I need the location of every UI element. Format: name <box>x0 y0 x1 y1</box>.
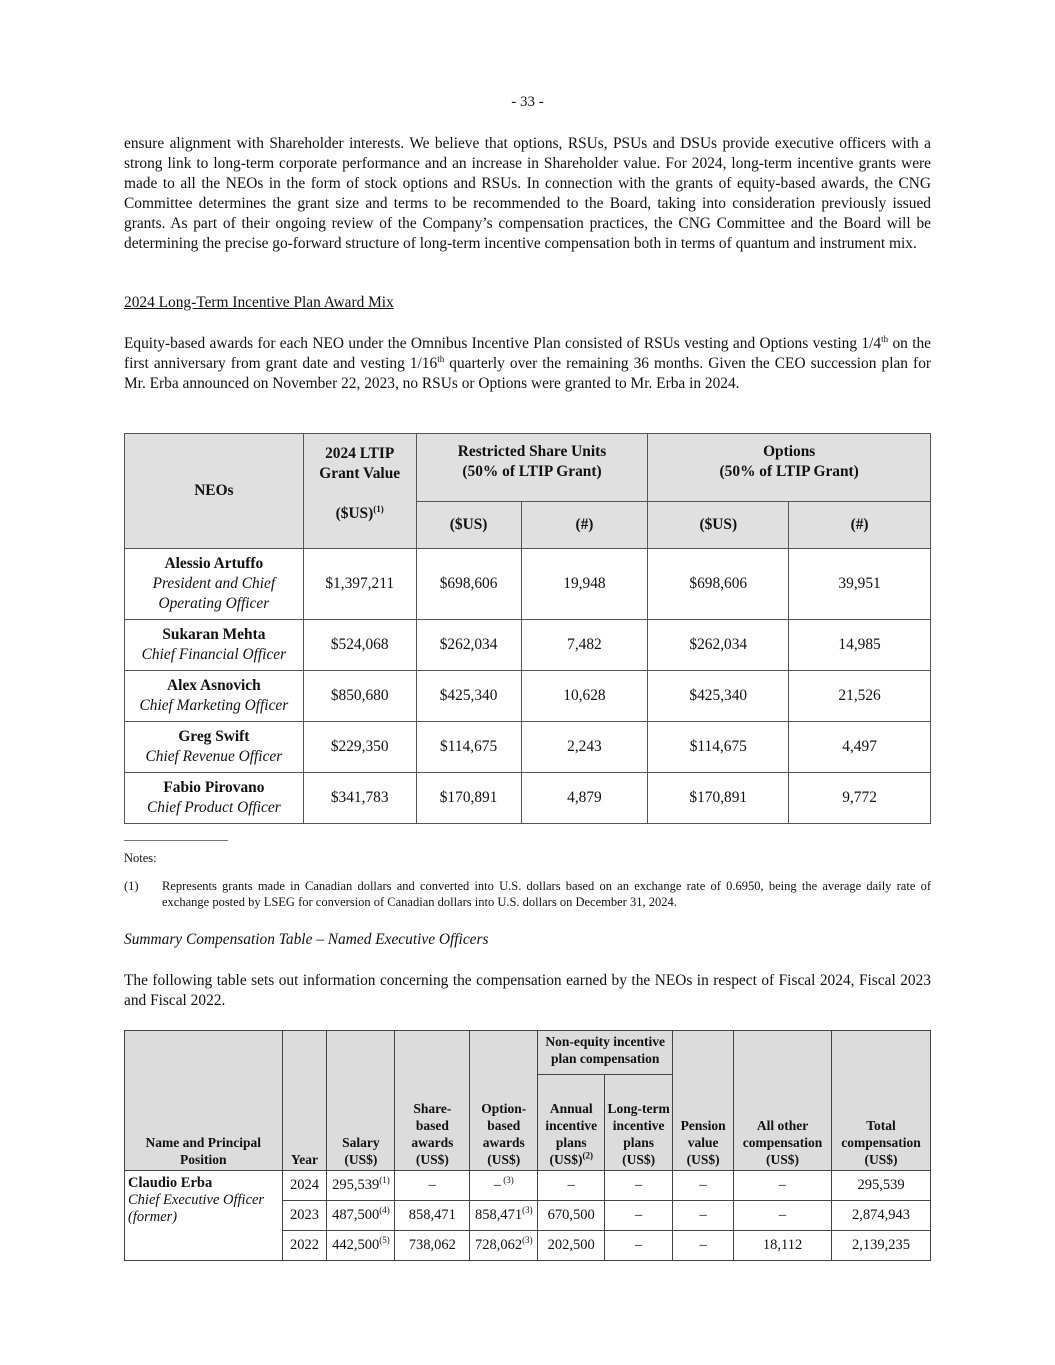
intro-paragraph: ensure alignment with Shareholder interests. We believe that options, RSUs, PSUs and DSUs provide executive officers with a strong link to long-term corporate performance and an increase in Shareholder value. For 2024, long-term incentive grants were made to all the NEOs in the form of stock options and RSUs. In connection with the grants of equity-based awards, the CNG Committee determines the grant size and terms to be recommended to the Board, taking into consideration previously issued grants. As part of their ongoing review of the Company’s compensation practices, the CNG Committee and the Board will be determining the precise go-forward structure of long-term incentive compensation both in terms of quantum and instrument mix. <box>124 135 931 252</box>
header-options <box>648 434 931 502</box>
header-grant-value <box>303 434 416 549</box>
table-row <box>125 549 931 620</box>
long-term-incentive: – <box>605 1201 673 1231</box>
header-line: (50% of LTIP Grant) <box>719 463 859 480</box>
rsu-count: 19,948 <box>521 549 648 620</box>
grant-value: $524,068 <box>303 620 416 671</box>
footnote-ref: (3) <box>522 1235 533 1246</box>
header-share-based: Share-based awards (US$) <box>395 1031 470 1171</box>
rsu-count: 7,482 <box>521 620 648 671</box>
neo-title: Chief Product Officer <box>147 799 281 816</box>
total: 2,139,235 <box>832 1231 931 1261</box>
table-row <box>125 671 931 722</box>
header-line: (50% of LTIP Grant) <box>462 463 602 480</box>
header-line: Options <box>763 443 816 460</box>
footnote-ref: (1) <box>373 503 384 514</box>
neo-cell <box>125 549 304 620</box>
header-long-term-incentive: Long-term incentive plans (US$) <box>605 1075 673 1171</box>
text-part: Equity-based awards for each NEO under the Omnibus Incentive Plan consisted of RSUs vesting and Options vesting 1/4 <box>124 335 882 352</box>
value: 487,500 <box>332 1207 380 1223</box>
value: 728,062 <box>474 1237 523 1253</box>
other: 18,112 <box>734 1231 832 1261</box>
person-name: Claudio Erba <box>128 1175 213 1191</box>
header-unit: ($US) <box>335 505 374 522</box>
table-row <box>125 1171 931 1201</box>
note-text: Represents grants made in Canadian dollars and converted into U.S. dollars based on an exchange rate of 0.6950, being the average daily rate of exchange posted by LSEG for conversion of Canadian dollars into U.S. dollars on December 31, 2024. <box>162 879 931 909</box>
value: 295,539 <box>332 1177 380 1193</box>
footnote-ref: (4) <box>379 1205 390 1216</box>
header-other: All other compensation (US$) <box>734 1031 832 1171</box>
header-rsu-count: (#) <box>521 502 648 549</box>
notes-divider <box>124 840 228 841</box>
long-term-incentive: – <box>605 1171 673 1201</box>
option-based <box>470 1171 538 1201</box>
opt-count: 39,951 <box>789 549 931 620</box>
opt-usd: $698,606 <box>648 549 789 620</box>
header-rsu <box>416 434 648 502</box>
neo-name: Fabio Pirovano <box>163 779 265 796</box>
rsu-usd: $114,675 <box>416 722 521 773</box>
annual-incentive: 202,500 <box>538 1231 605 1261</box>
header-salary: Salary (US$) <box>327 1031 395 1171</box>
person-cell <box>125 1171 283 1261</box>
value: – <box>493 1177 502 1193</box>
footnote-ref: (3) <box>501 1175 514 1186</box>
share-based: 738,062 <box>395 1231 470 1261</box>
superscript: th <box>881 333 889 344</box>
header-name-position: Name and Principal Position <box>125 1031 283 1171</box>
ltip-award-table <box>124 433 931 824</box>
text-part: on the first anniversary from grant date and vesting 1/16 <box>124 335 931 372</box>
neo-title: Chief Revenue Officer <box>145 748 283 765</box>
rsu-usd: $425,340 <box>416 671 521 722</box>
header-option-based: Option-based awards (US$) <box>470 1031 538 1171</box>
notes-label: Notes: <box>124 851 157 865</box>
header-total: Total compensation (US$) <box>832 1031 931 1171</box>
year: 2023 <box>282 1201 327 1231</box>
pension: – <box>673 1201 734 1231</box>
award-mix-paragraph <box>124 334 931 394</box>
neo-name: Alex Asnovich <box>167 677 261 694</box>
neo-name: Alessio Artuffo <box>164 555 264 572</box>
header-rsu-usd: ($US) <box>416 502 521 549</box>
table-row <box>125 620 931 671</box>
person-title: Chief Executive Officer (former) <box>128 1192 265 1225</box>
superscript: th <box>437 353 445 364</box>
header-line: Grant Value <box>319 465 401 482</box>
total: 295,539 <box>832 1171 931 1201</box>
rsu-count: 4,879 <box>521 773 648 824</box>
rsu-usd: $170,891 <box>416 773 521 824</box>
header-text: Annual incentive plans (US$) <box>545 1101 598 1167</box>
share-based: 858,471 <box>395 1201 470 1231</box>
pension: – <box>673 1171 734 1201</box>
value: 858,471 <box>474 1207 523 1223</box>
other: – <box>734 1201 832 1231</box>
option-based <box>470 1231 538 1261</box>
header-annual-incentive <box>538 1075 605 1171</box>
opt-count: 21,526 <box>789 671 931 722</box>
table-row <box>125 773 931 824</box>
salary <box>327 1231 395 1261</box>
grant-value: $850,680 <box>303 671 416 722</box>
header-opt-usd: ($US) <box>648 502 789 549</box>
option-based <box>470 1201 538 1231</box>
summary-compensation-table <box>124 1030 931 1261</box>
header-non-equity-group: Non-equity incentive plan compensation <box>538 1031 673 1075</box>
text-part: quarterly over the remaining 36 months. Given the CEO succession plan for Mr. Erba announced on November 22, 2023, no RSUs or Options were granted to Mr. Erba in 2024. <box>124 355 932 392</box>
total: 2,874,943 <box>832 1201 931 1231</box>
footnote-ref: (1) <box>379 1175 390 1186</box>
share-based: – <box>395 1171 470 1201</box>
grant-value: $1,397,211 <box>303 549 416 620</box>
rsu-count: 10,628 <box>521 671 648 722</box>
neo-title: Chief Financial Officer <box>141 646 287 663</box>
salary <box>327 1171 395 1201</box>
other: – <box>734 1171 832 1201</box>
page-number: - 33 - <box>511 94 544 110</box>
header-opt-count: (#) <box>789 502 931 549</box>
opt-usd: $170,891 <box>648 773 789 824</box>
header-year: Year <box>282 1031 327 1171</box>
salary <box>327 1201 395 1231</box>
award-mix-heading: 2024 Long-Term Incentive Plan Award Mix <box>124 294 394 311</box>
rsu-count: 2,243 <box>521 722 648 773</box>
pension: – <box>673 1231 734 1261</box>
footnote-ref: (5) <box>379 1235 390 1246</box>
neo-cell <box>125 620 304 671</box>
year: 2022 <box>282 1231 327 1261</box>
note-item <box>124 878 931 910</box>
opt-usd: $114,675 <box>648 722 789 773</box>
note-number: (1) <box>124 879 139 893</box>
footnote-ref: (3) <box>522 1205 533 1216</box>
rsu-usd: $262,034 <box>416 620 521 671</box>
neo-name: Sukaran Mehta <box>162 626 266 643</box>
annual-incentive: 670,500 <box>538 1201 605 1231</box>
neo-title: President and Chief Operating Officer <box>152 575 276 612</box>
header-pension: Pension value (US$) <box>673 1031 734 1171</box>
grant-value: $341,783 <box>303 773 416 824</box>
header-line: 2024 LTIP <box>325 445 395 462</box>
long-term-incentive: – <box>605 1231 673 1261</box>
header-line: Restricted Share Units <box>457 443 607 460</box>
year: 2024 <box>282 1171 327 1201</box>
neo-cell <box>125 773 304 824</box>
summary-heading: Summary Compensation Table – Named Executive Officers <box>124 931 489 948</box>
table-row <box>125 722 931 773</box>
header-neos: NEOs <box>125 434 304 549</box>
neo-name: Greg Swift <box>178 728 250 745</box>
footnote-ref: (2) <box>582 1150 593 1161</box>
value: 442,500 <box>332 1237 380 1253</box>
opt-count: 4,497 <box>789 722 931 773</box>
neo-cell <box>125 671 304 722</box>
opt-usd: $262,034 <box>648 620 789 671</box>
annual-incentive: – <box>538 1171 605 1201</box>
opt-usd: $425,340 <box>648 671 789 722</box>
neo-cell <box>125 722 304 773</box>
opt-count: 14,985 <box>789 620 931 671</box>
summary-paragraph: The following table sets out information concerning the compensation earned by the NEOs in respect of Fiscal 2024, Fiscal 2023 and Fiscal 2022. <box>124 972 931 1009</box>
opt-count: 9,772 <box>789 773 931 824</box>
rsu-usd: $698,606 <box>416 549 521 620</box>
grant-value: $229,350 <box>303 722 416 773</box>
neo-title: Chief Marketing Officer <box>139 697 289 714</box>
